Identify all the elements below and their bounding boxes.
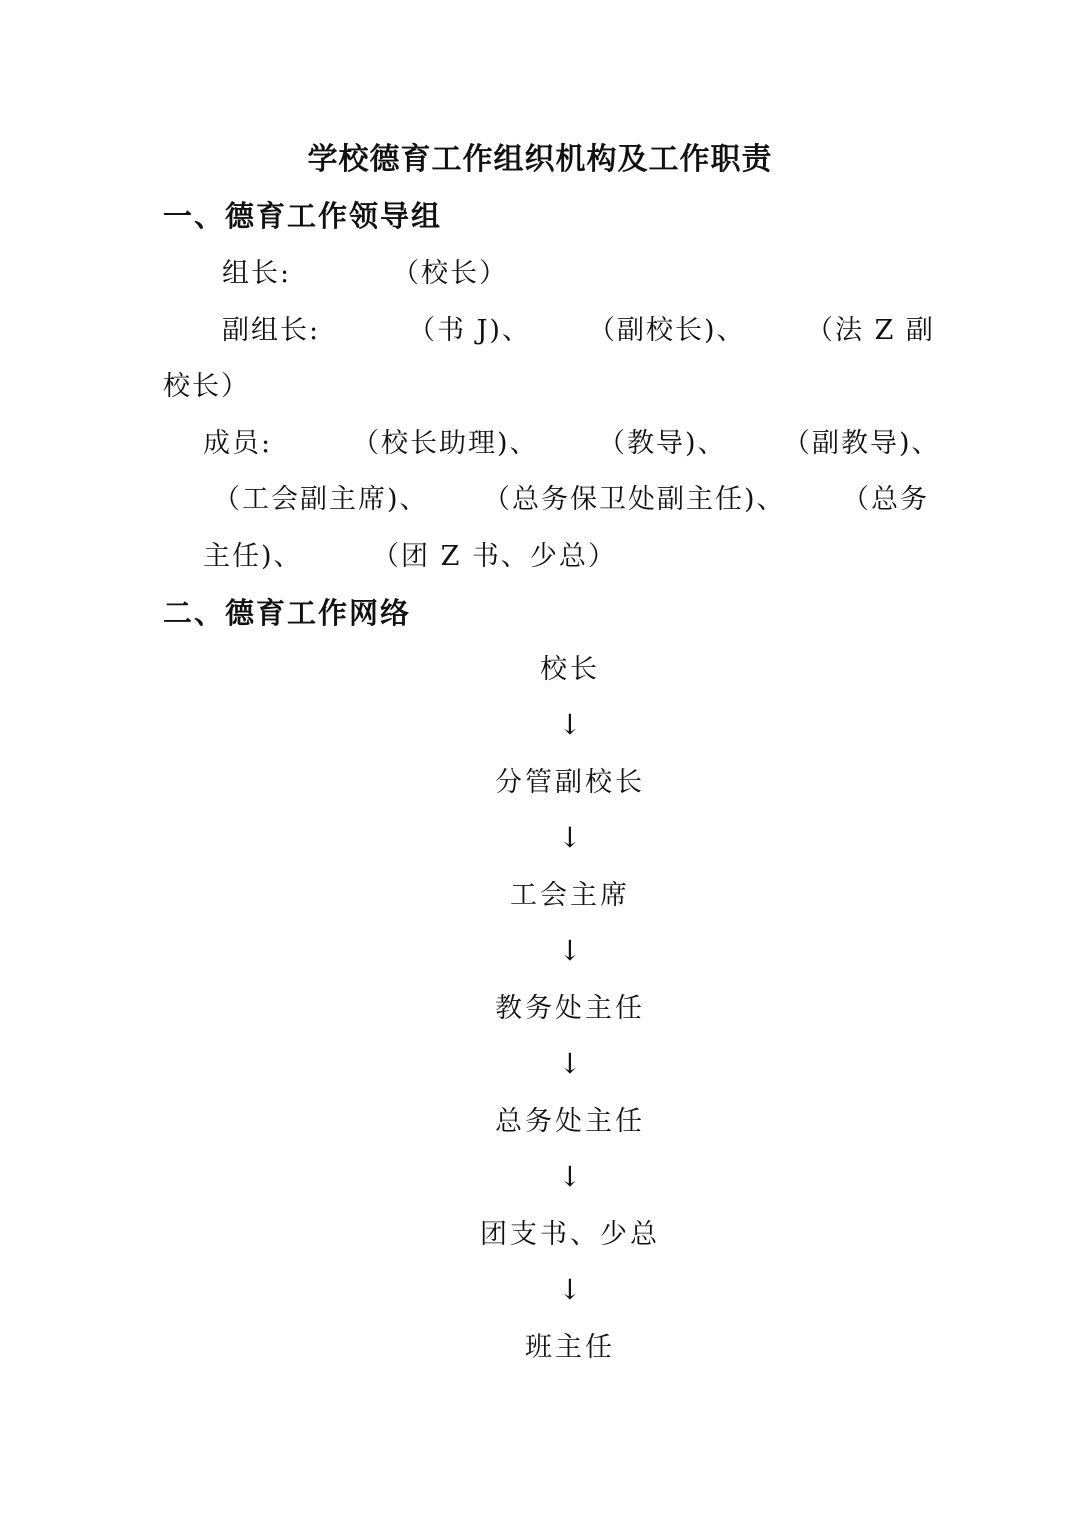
down-arrow-icon: ↓ [558,1160,582,1193]
down-arrow-icon: ↓ [558,821,582,854]
section-heading-leadership-group: 一、德育工作领导组 [163,199,443,233]
flow-node: 分管副校长 [495,767,645,798]
flow-node: 团支书、少总 [480,1219,660,1250]
flow-node: 校长 [540,654,600,685]
flow-node: 教务处主任 [495,993,645,1024]
member-item: （校长助理)、 [352,428,539,459]
flow-node: 班主任 [525,1332,615,1363]
down-arrow-icon: ↓ [558,1047,582,1080]
leader-value: （校长） [392,258,508,289]
leader-label: 组长: [222,258,292,289]
page-title: 学校德育工作组织机构及工作职责 [307,142,773,177]
member-item: （工会副主席)、 [213,484,429,515]
deputy-item: （副校长)、 [588,315,746,346]
member-item: （副教导)、 [783,428,941,459]
down-arrow-icon: ↓ [558,934,582,967]
section-heading-network: 二、德育工作网络 [163,596,412,630]
member-item: （团 Z 书、少总） [372,541,617,572]
flow-node: 总务处主任 [495,1106,645,1137]
deputy-continuation: 校长） [163,371,250,402]
flow-node: 工会主席 [510,880,630,911]
member-item: （总务保卫处副主任)、 [483,484,786,515]
deputy-label: 副组长: [222,315,321,346]
member-item: 主任)、 [203,541,303,572]
members-label: 成员: [203,428,273,459]
member-item: （教导)、 [598,428,727,459]
member-item: （总务 [842,484,929,515]
down-arrow-icon: ↓ [558,708,582,741]
down-arrow-icon: ↓ [558,1273,582,1306]
deputy-item: （书 J)、 [408,315,531,346]
deputy-item: （法 Z 副 [806,315,935,346]
